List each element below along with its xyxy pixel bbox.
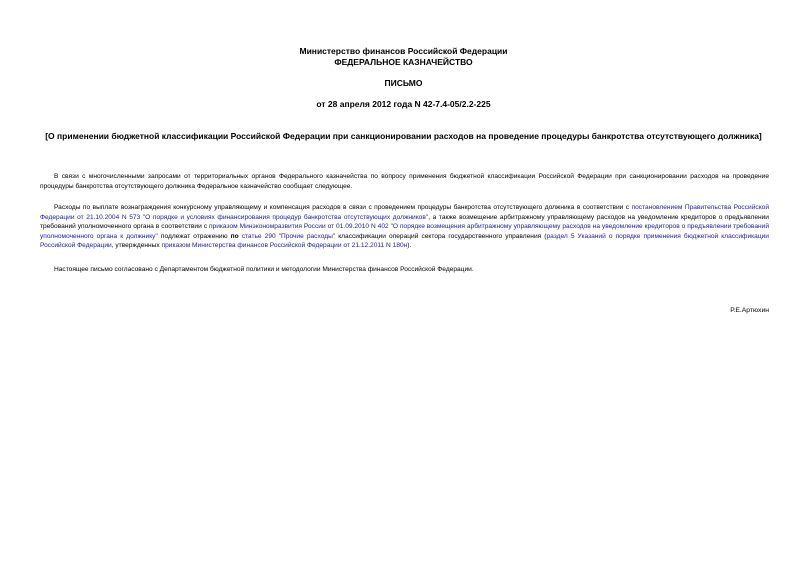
text-segment: ). [407, 242, 412, 250]
paragraph-3-text: Настоящее письмо согласовано с Департаментом бюджетной политики и методологии Министерства финансов Российской Федерации. [54, 266, 474, 273]
link-order-402[interactable]: приказом Минэкономразвития России от 01.09.2010 N 402 "О порядке возмещения арбитражному управляющему расходов на уведомление кредиторов о предъявлении требований уполномоченного органа к должнику" [40, 223, 770, 240]
link-order-180n[interactable]: приказом Министерства финансов Российской Федерации от 21.12.2011 N 180н [161, 242, 408, 250]
document-title: [О применении бюджетной классификации Российской Федерации при санкционировании расходов на проведение процедуры банкротства отсутствующего должника] [45, 131, 762, 141]
text-segment: классификации операций сектора государственного управления ( [335, 232, 547, 240]
text-segment: , а также возмещение арбитражному управляющему расходов на уведомление кредиторов о предъявлении требований уполномоченного органа в соответствии с [40, 213, 769, 231]
paragraph-1-text: В связи с многочисленными запросами от территориальных органов Федерального казначейства по вопросу применения бюджетной классификации Российской Федерации при санкционировании расходов на проведение процедуры банкротства отсутствующего должника Федеральное казначейство сообщает следующее. [40, 173, 769, 190]
paragraph-1 [40, 172, 769, 191]
document-type: ПИСЬМО [384, 78, 423, 88]
document-header [0, 46, 807, 68]
paragraph-3 [40, 265, 769, 275]
text-segment: подлежат отражению [157, 232, 231, 240]
link-decree-573[interactable]: постановлением Правительства Российской Федерации от 21.10.2004 N 573 "О порядке и условиях финансирования процедур банкротства отсутствующих должников" [40, 204, 769, 221]
paragraph-2 [40, 203, 769, 251]
document-date: от 28 апреля 2012 года N 42-7.4-05/2.2-225 [316, 99, 491, 109]
link-section-5[interactable]: раздел 5 Указаний о порядке применения бюджетной классификации Российской Федерации [40, 232, 769, 250]
ministry-name: Министерство финансов Российской Федерации [299, 46, 508, 56]
signature: Р.Е.Артюхин [730, 307, 769, 314]
link-article-290[interactable]: статье 290 "Прочие расходы" [241, 232, 336, 240]
agency-name: ФЕДЕРАЛЬНОЕ КАЗНАЧЕЙСТВО [334, 57, 473, 67]
paragraph-2-text [40, 203, 769, 251]
text-segment: , утвержденных [111, 242, 162, 250]
text-segment: Расходы по выплате вознаграждения конкурсному управляющему и компенсация расходов в связи с проведением процедуры банкротства отсутствующего должника в соответствии с [54, 204, 632, 211]
bold-word: по [230, 232, 239, 240]
